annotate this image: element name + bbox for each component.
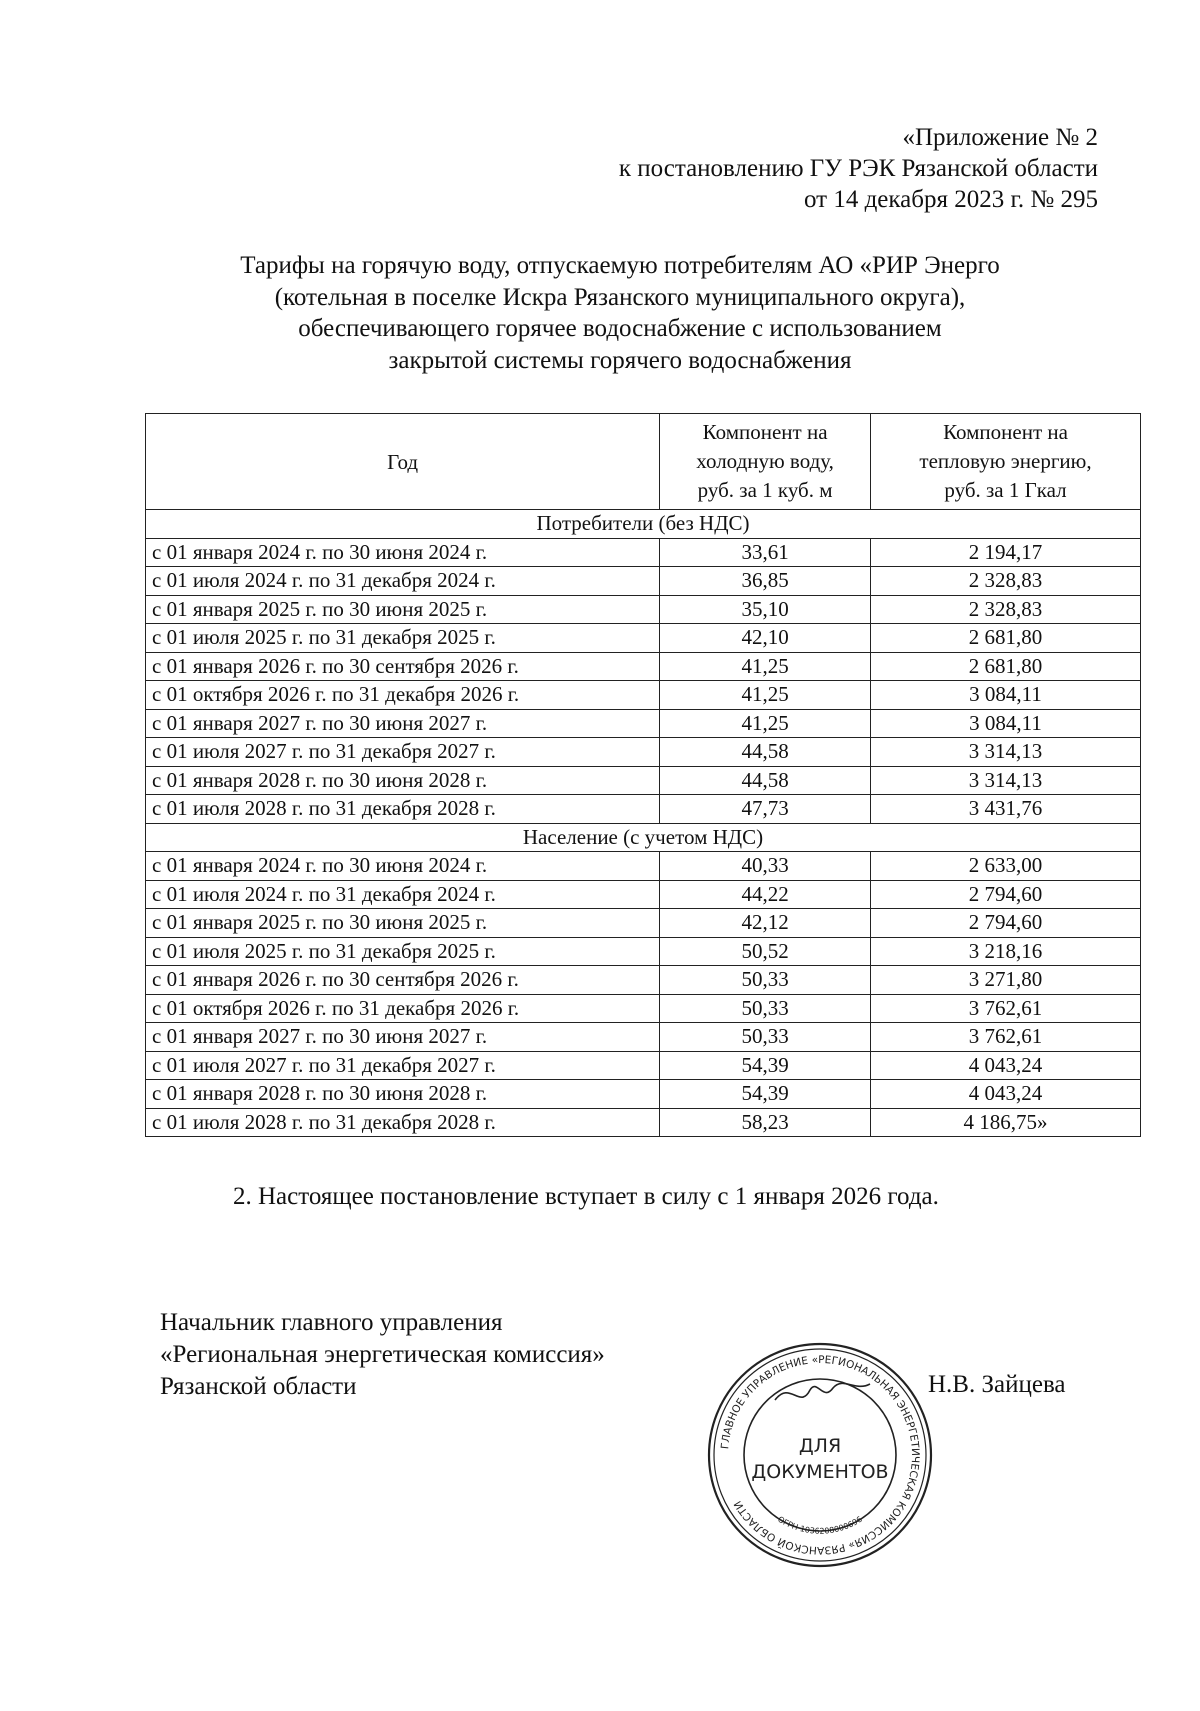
table-row <box>146 795 1141 824</box>
cold-water-cell: 54,39 <box>660 1080 871 1109</box>
cold-water-cell: 35,10 <box>660 595 871 624</box>
cold-water-cell: 50,33 <box>660 994 871 1023</box>
period-cell: с 01 июля 2025 г. по 31 декабря 2025 г. <box>146 937 660 966</box>
stamp-center-line: ДЛЯ <box>798 1435 842 1457</box>
header-cold-water <box>660 414 871 510</box>
cold-water-cell: 50,52 <box>660 937 871 966</box>
title-line: обеспечивающего горячее водоснабжение с использованием <box>298 315 942 342</box>
heat-energy-cell: 3 084,11 <box>871 681 1141 710</box>
signer-title-line: Начальник главного управления <box>160 1309 503 1336</box>
table-row <box>146 1080 1141 1109</box>
cold-water-cell: 44,58 <box>660 766 871 795</box>
table-row <box>146 681 1141 710</box>
section-header-row <box>146 510 1141 539</box>
heat-energy-cell: 3 762,61 <box>871 994 1141 1023</box>
period-cell: с 01 октября 2026 г. по 31 декабря 2026 г. <box>146 994 660 1023</box>
document-title <box>140 250 1100 376</box>
stamp-center-line: ДОКУМЕНТОВ <box>751 1461 889 1483</box>
signer-title-line: Рязанской области <box>160 1373 357 1400</box>
table-row <box>146 538 1141 567</box>
cold-water-cell: 44,58 <box>660 738 871 767</box>
table-row <box>146 966 1141 995</box>
stamp-ring-text: ГЛАВНОЕ УПРАВЛЕНИЕ «РЕГИОНАЛЬНАЯ ЭНЕРГЕТИЧЕСКАЯ КОМИССИЯ» РЯЗАНСКОЙ ОБЛАСТИ <box>719 1353 922 1557</box>
table-row <box>146 880 1141 909</box>
table-row <box>146 652 1141 681</box>
cold-water-cell: 54,39 <box>660 1051 871 1080</box>
table-row <box>146 624 1141 653</box>
appendix-header <box>619 122 1098 215</box>
heat-energy-cell: 3 084,11 <box>871 709 1141 738</box>
period-cell: с 01 июля 2024 г. по 31 декабря 2024 г. <box>146 880 660 909</box>
effective-date-clause: 2. Настоящее постановление вступает в силу с 1 января 2026 года. <box>233 1183 939 1210</box>
cold-water-cell: 50,33 <box>660 1023 871 1052</box>
cold-water-cell: 36,85 <box>660 567 871 596</box>
table-row <box>146 937 1141 966</box>
heat-energy-cell: 3 271,80 <box>871 966 1141 995</box>
heat-energy-cell: 3 314,13 <box>871 766 1141 795</box>
period-cell: с 01 октября 2026 г. по 31 декабря 2026 г. <box>146 681 660 710</box>
table-row <box>146 738 1141 767</box>
table-body <box>146 510 1141 1137</box>
table-row <box>146 595 1141 624</box>
heat-energy-cell: 2 328,83 <box>871 567 1141 596</box>
table-header-row <box>146 414 1141 510</box>
period-cell: с 01 января 2028 г. по 30 июня 2028 г. <box>146 1080 660 1109</box>
period-cell: с 01 июля 2028 г. по 31 декабря 2028 г. <box>146 1108 660 1137</box>
signature-block <box>160 1307 605 1403</box>
official-stamp <box>705 1340 935 1570</box>
heat-energy-cell: 3 762,61 <box>871 1023 1141 1052</box>
table-row <box>146 1108 1141 1137</box>
table-row <box>146 1023 1141 1052</box>
cold-water-cell: 44,22 <box>660 880 871 909</box>
heat-energy-cell: 2 194,17 <box>871 538 1141 567</box>
title-line: (котельная в поселке Искра Рязанского муниципального округа), <box>274 283 966 311</box>
heat-energy-cell: 2 681,80 <box>871 624 1141 653</box>
stamp-bottom-text: ОГРН 1036208000696 <box>776 1514 864 1536</box>
period-cell: с 01 июля 2024 г. по 31 декабря 2024 г. <box>146 567 660 596</box>
period-cell: с 01 июля 2027 г. по 31 декабря 2027 г. <box>146 738 660 767</box>
header-line: Компонент на <box>702 420 828 444</box>
period-cell: с 01 января 2026 г. по 30 сентября 2026 г. <box>146 966 660 995</box>
heat-energy-cell: 2 328,83 <box>871 595 1141 624</box>
heat-energy-cell: 3 431,76 <box>871 795 1141 824</box>
cold-water-cell: 42,10 <box>660 624 871 653</box>
header-heat-energy <box>871 414 1141 510</box>
appendix-line: к постановлению ГУ РЭК Рязанской области <box>618 155 1098 182</box>
tariffs-table <box>145 413 1141 1137</box>
table-row <box>146 1051 1141 1080</box>
section-title: Население (с учетом НДС) <box>146 823 1141 852</box>
signer-name: Н.В. Зайцева <box>928 1371 1066 1398</box>
cold-water-cell: 41,25 <box>660 709 871 738</box>
period-cell: с 01 июля 2028 г. по 31 декабря 2028 г. <box>146 795 660 824</box>
section-title: Потребители (без НДС) <box>146 510 1141 539</box>
heat-energy-cell: 2 633,00 <box>871 852 1141 881</box>
period-cell: с 01 января 2024 г. по 30 июня 2024 г. <box>146 852 660 881</box>
table-row <box>146 909 1141 938</box>
table-row <box>146 709 1141 738</box>
header-year: Год <box>146 414 660 510</box>
heat-energy-cell: 4 043,24 <box>871 1051 1141 1080</box>
signer-title-line: «Региональная энергетическая комиссия» <box>160 1341 605 1368</box>
table-row <box>146 852 1141 881</box>
cold-water-cell: 47,73 <box>660 795 871 824</box>
period-cell: с 01 января 2027 г. по 30 июня 2027 г. <box>146 709 660 738</box>
header-line: Компонент на <box>943 420 1068 444</box>
header-line: руб. за 1 Гкал <box>944 478 1067 502</box>
heat-energy-cell: 2 794,60 <box>871 880 1141 909</box>
heat-energy-cell: 4 186,75» <box>871 1108 1141 1137</box>
heat-energy-cell: 2 681,80 <box>871 652 1141 681</box>
cold-water-cell: 40,33 <box>660 852 871 881</box>
title-line: закрытой системы горячего водоснабжения <box>388 346 852 374</box>
header-line: тепловую энергию, <box>919 449 1092 473</box>
appendix-line: от 14 декабря 2023 г. № 295 <box>803 186 1098 213</box>
title-line: Тарифы на горячую воду, отпускаемую потребителям АО «РИР Энерго <box>240 252 1000 279</box>
cold-water-cell: 50,33 <box>660 966 871 995</box>
heat-energy-cell: 2 794,60 <box>871 909 1141 938</box>
heat-energy-cell: 3 314,13 <box>871 738 1141 767</box>
cold-water-cell: 41,25 <box>660 681 871 710</box>
period-cell: с 01 января 2026 г. по 30 сентября 2026 г. <box>146 652 660 681</box>
period-cell: с 01 июля 2025 г. по 31 декабря 2025 г. <box>146 624 660 653</box>
cold-water-cell: 58,23 <box>660 1108 871 1137</box>
heat-energy-cell: 3 218,16 <box>871 937 1141 966</box>
period-cell: с 01 января 2027 г. по 30 июня 2027 г. <box>146 1023 660 1052</box>
appendix-line: «Приложение № 2 <box>902 124 1098 151</box>
period-cell: с 01 января 2025 г. по 30 июня 2025 г. <box>146 909 660 938</box>
section-header-row <box>146 823 1141 852</box>
period-cell: с 01 января 2025 г. по 30 июня 2025 г. <box>146 595 660 624</box>
period-cell: с 01 января 2024 г. по 30 июня 2024 г. <box>146 538 660 567</box>
table-row <box>146 766 1141 795</box>
header-line: холодную воду, <box>696 449 834 473</box>
header-line: руб. за 1 куб. м <box>697 478 833 502</box>
cold-water-cell: 41,25 <box>660 652 871 681</box>
cold-water-cell: 33,61 <box>660 538 871 567</box>
cold-water-cell: 42,12 <box>660 909 871 938</box>
period-cell: с 01 января 2028 г. по 30 июня 2028 г. <box>146 766 660 795</box>
heat-energy-cell: 4 043,24 <box>871 1080 1141 1109</box>
period-cell: с 01 июля 2027 г. по 31 декабря 2027 г. <box>146 1051 660 1080</box>
table-row <box>146 567 1141 596</box>
table-row <box>146 994 1141 1023</box>
